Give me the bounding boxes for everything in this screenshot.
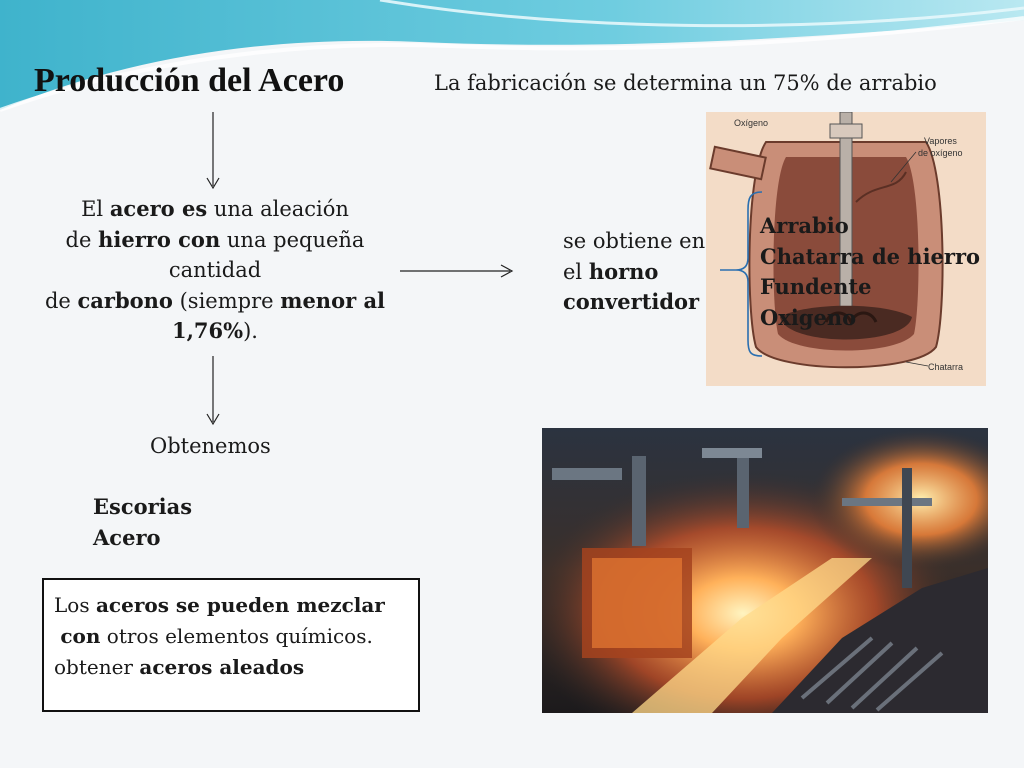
obtenemos-label: Obtenemos xyxy=(150,434,271,458)
ingredient-item: Fundente xyxy=(760,274,872,299)
ingredient-item: Arrabio xyxy=(760,213,849,238)
arrow-down-icon xyxy=(200,112,230,192)
slide-title: Producción del Acero xyxy=(34,62,345,99)
header-swoosh xyxy=(0,0,1024,120)
furnace-label-scrap: Chatarra xyxy=(928,362,964,372)
ingredient-item: Chatarra de hierro xyxy=(760,243,981,269)
steel-mill-photo xyxy=(542,428,988,713)
product-item: Acero xyxy=(93,525,161,550)
furnace-label-vapors-2: de oxígeno xyxy=(918,148,963,158)
product-list xyxy=(93,491,192,553)
slide-subtitle: La fabricación se determina un 75% de arrabio xyxy=(434,71,937,95)
steel-definition: El acero es una aleación de hierro con una pequeña cantidad de carbono (siempre menor al 1,76%). xyxy=(44,196,386,343)
furnace-label-vapors: Vapores xyxy=(924,136,957,146)
product-item: Escorias xyxy=(93,494,193,519)
converter-text: se obtiene en el horno convertidor xyxy=(563,229,706,314)
furnace-label-oxygen: Oxígeno xyxy=(734,118,769,128)
arrow-right-icon xyxy=(400,262,516,280)
ingredient-item: Oxigeno xyxy=(760,304,857,330)
arrow-down-icon xyxy=(200,356,230,428)
alloy-note-box: Los aceros se pueden mezclar con otros elementos químicos. obtener aceros aleados xyxy=(42,578,420,712)
ingredient-list xyxy=(760,211,980,333)
